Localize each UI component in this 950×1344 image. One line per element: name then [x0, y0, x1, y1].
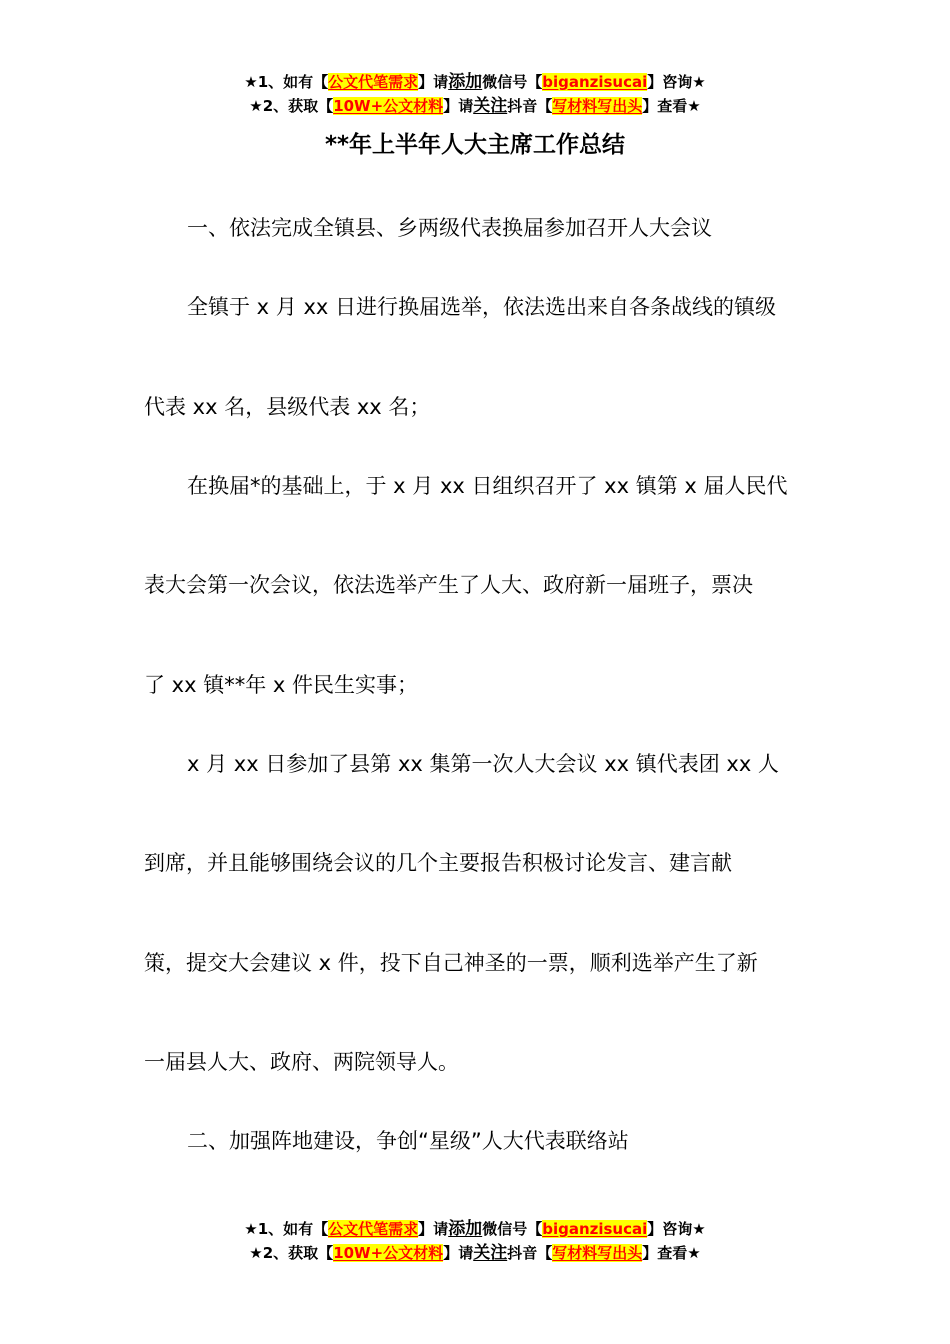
promo-text: 】咨询	[647, 73, 693, 91]
promo-text: 1、如有【	[257, 1220, 329, 1238]
promo-text: 】请	[418, 73, 449, 91]
promo-text: 】请	[443, 97, 474, 115]
paragraph-line: 了 xx 镇**年 x 件民生实事；	[144, 673, 418, 697]
promo-douyin-id: 写材料写出头	[552, 1244, 643, 1262]
paragraph-line: 表大会第一次会议，依法选举产生了人大、政府新一届班子，票决	[144, 573, 753, 597]
star-icon: ★	[244, 1220, 258, 1238]
star-icon: ★	[249, 1244, 263, 1262]
promo-emphasis: 添加	[448, 1219, 483, 1239]
star-icon: ★	[687, 97, 701, 115]
promo-line-2	[0, 1241, 950, 1265]
promo-text: 2、获取【	[262, 1244, 334, 1262]
promo-douyin-id: 写材料写出头	[552, 97, 643, 115]
promo-text: 抖音【	[507, 97, 553, 115]
promo-wechat-id: biganzisucai	[542, 73, 648, 91]
star-icon: ★	[244, 73, 258, 91]
promo-line-1	[0, 70, 950, 94]
promo-highlight: 公文代笔需求	[328, 1220, 419, 1238]
promo-text: 抖音【	[507, 1244, 553, 1262]
promo-text: 】查看	[642, 1244, 688, 1262]
promo-emphasis: 关注	[473, 1243, 508, 1263]
promo-text: 】查看	[642, 97, 688, 115]
paragraph-line: 到席，并且能够围绕会议的几个主要报告积极讨论发言、建言献	[144, 851, 732, 875]
promo-text: 微信号【	[482, 1220, 543, 1238]
star-icon: ★	[692, 1220, 706, 1238]
header-promo	[0, 70, 950, 118]
paragraph-line: x 月 xx 日参加了县第 xx 集第一次人大会议 xx 镇代表团 xx 人	[187, 752, 779, 776]
document-title: **年上半年人大主席工作总结	[324, 132, 626, 158]
paragraph-line: 全镇于 x 月 xx 日进行换届选举，依法选出来自各条战线的镇级	[187, 295, 776, 319]
promo-text: 2、获取【	[262, 97, 334, 115]
paragraph-line: 在换届*的基础上，于 x 月 xx 日组织召开了 xx 镇第 x 届人民代	[187, 474, 788, 498]
promo-highlight: 10W+公文材料	[333, 1244, 444, 1262]
promo-highlight: 公文代笔需求	[328, 73, 419, 91]
promo-wechat-id: biganzisucai	[542, 1220, 648, 1238]
star-icon: ★	[249, 97, 263, 115]
paragraph-line: 代表 xx 名，县级代表 xx 名；	[144, 395, 431, 419]
promo-emphasis: 关注	[473, 96, 508, 116]
promo-text: 】请	[443, 1244, 474, 1262]
paragraph-line: 一届县人大、政府、两院领导人。	[144, 1050, 459, 1074]
promo-text: 】请	[418, 1220, 449, 1238]
promo-text: 微信号【	[482, 73, 543, 91]
star-icon: ★	[687, 1244, 701, 1262]
section-heading-2: 二、加强阵地建设，争创“星级”人大代表联络站	[187, 1129, 629, 1153]
footer-promo	[0, 1217, 950, 1265]
promo-text: 1、如有【	[257, 73, 329, 91]
promo-line-2	[0, 94, 950, 118]
promo-highlight: 10W+公文材料	[333, 97, 444, 115]
promo-text: 】咨询	[647, 1220, 693, 1238]
promo-line-1	[0, 1217, 950, 1241]
paragraph-line: 策，提交大会建议 x 件，投下自己神圣的一票，顺利选举产生了新	[144, 951, 758, 975]
promo-emphasis: 添加	[448, 72, 483, 92]
star-icon: ★	[692, 73, 706, 91]
section-heading-1: 一、依法完成全镇县、乡两级代表换届参加召开人大会议	[187, 216, 712, 240]
